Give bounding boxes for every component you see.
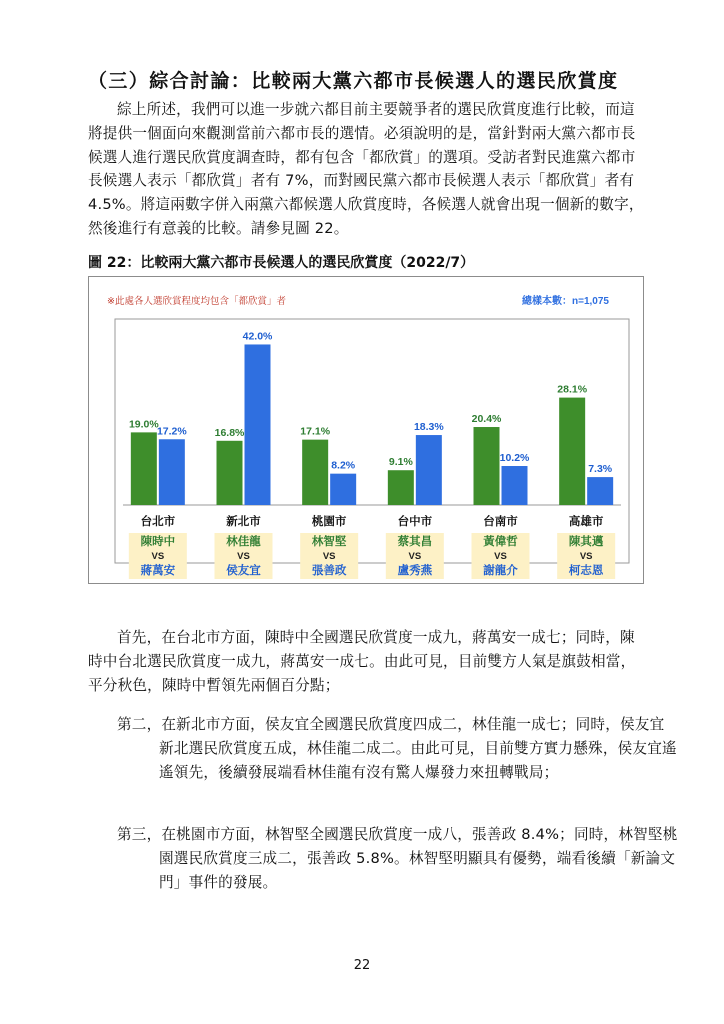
data-label: 42.0% (242, 330, 273, 343)
bar-green (559, 398, 585, 505)
candidate-green: 林佳龍 (226, 536, 261, 548)
data-label: 20.4% (471, 413, 502, 426)
candidate-green: 黃偉哲 (483, 536, 518, 548)
data-label: 10.2% (499, 452, 530, 465)
candidate-green: 林智堅 (311, 536, 347, 548)
bar-blue (502, 466, 528, 505)
sample-size-label: 總樣本數：n=1,075 (522, 296, 609, 307)
candidate-blue: 柯志恩 (568, 565, 604, 577)
bar-blue (159, 439, 185, 505)
chart-note: ※此處各人選欣賞程度均包含「都欣賞」者 (107, 296, 286, 307)
paragraph-taipei: 首先，在台北市方面，陳時中全國選民欣賞度一成九，蔣萬安一成七；同時，陳時中台北選民欣賞度一成九，蔣萬安一成七。由此可見，目前雙方人氣是旗鼓相當，平分秋色，陳時中暫領先兩個百分點； (88, 629, 636, 694)
chart-figure (88, 276, 644, 584)
bar-chart (89, 277, 645, 585)
vs-label: VS (579, 551, 593, 562)
category-label: 新北市 (226, 516, 261, 528)
data-label: 19.0% (128, 418, 159, 431)
category-label: 桃園市 (311, 516, 347, 528)
bar-green (131, 432, 157, 505)
bar-green (302, 440, 328, 505)
data-label: 9.1% (388, 456, 413, 469)
category-label: 台中市 (397, 516, 433, 528)
data-label: 18.3% (413, 421, 444, 434)
candidate-green: 蔡其昌 (397, 536, 433, 548)
plot-area (115, 319, 629, 563)
bar-blue (330, 474, 356, 505)
bar-green (474, 427, 500, 505)
data-label: 17.1% (300, 425, 331, 438)
data-label: 17.2% (156, 425, 187, 438)
vs-label: VS (494, 551, 507, 562)
bar-green (388, 470, 414, 505)
category-label: 高雄市 (568, 516, 604, 528)
figure-caption: 圖 22：比較兩大黨六都市長候選人的選民欣賞度（2022/7） (88, 255, 475, 271)
candidate-blue: 蔣萬安 (140, 565, 176, 577)
vs-label: VS (237, 551, 250, 562)
bar-green (217, 441, 243, 505)
candidate-blue: 謝龍介 (483, 565, 518, 577)
category-label: 台北市 (140, 516, 176, 528)
bar-blue (587, 477, 613, 505)
data-label: 28.1% (557, 383, 588, 396)
intro-paragraph: 綜上所述，我們可以進一步就六都目前主要競爭者的選民欣賞度進行比較，而這將提供一個面向來觀測當前六都市長的選情。必須說明的是，當針對兩大黨六都市長候選人進行選民欣賞度調查時，都有包含「都欣賞」的選項。受訪者對民進黨六都市長候選人表示「都欣賞」者有 7%，而對國民黨六都市長候選人表示「都欣賞」者有 4.5%。將這兩數字併入兩黨六都候選人欣賞度時，各候選人就會出現一個新的數字，然後進行有意義的比較。請參見圖 22。 (88, 101, 644, 237)
category-label: 台南市 (483, 516, 518, 528)
data-label: 7.3% (588, 463, 613, 476)
section-title: （三）綜合討論：比較兩大黨六都市長候選人的選民欣賞度 (88, 70, 619, 92)
candidate-blue: 張善政 (311, 565, 347, 577)
data-label: 8.2% (331, 459, 356, 472)
candidate-blue: 侯友宜 (226, 565, 261, 577)
vs-label: VS (408, 551, 422, 562)
candidate-green: 陳其邁 (568, 536, 604, 548)
page-number: 22 (353, 958, 371, 973)
candidate-blue: 盧秀燕 (397, 565, 433, 577)
paragraph-new-taipei: 第二，在新北市方面，侯友宜全國選民欣賞度四成二，林佳龍一成七；同時，侯友宜新北選民欣賞度五成，林佳龍二成二。由此可見，目前雙方實力懸殊，侯友宜遙遙領先，後續發展端看林佳龍有沒有驚人爆發力來扭轉戰局； (117, 716, 677, 781)
vs-label: VS (151, 551, 165, 562)
paragraph-taoyuan: 第三，在桃園市方面，林智堅全國選民欣賞度一成八，張善政 8.4%；同時，林智堅桃園選民欣賞度三成二，張善政 5.8%。林智堅明顯具有優勢，端看後續「新論文門」事件的發展。 (117, 826, 678, 891)
candidate-green: 陳時中 (140, 536, 176, 548)
bar-blue (416, 435, 442, 505)
vs-label: VS (322, 551, 336, 562)
bar-blue (245, 344, 271, 505)
data-label: 16.8% (214, 426, 245, 439)
